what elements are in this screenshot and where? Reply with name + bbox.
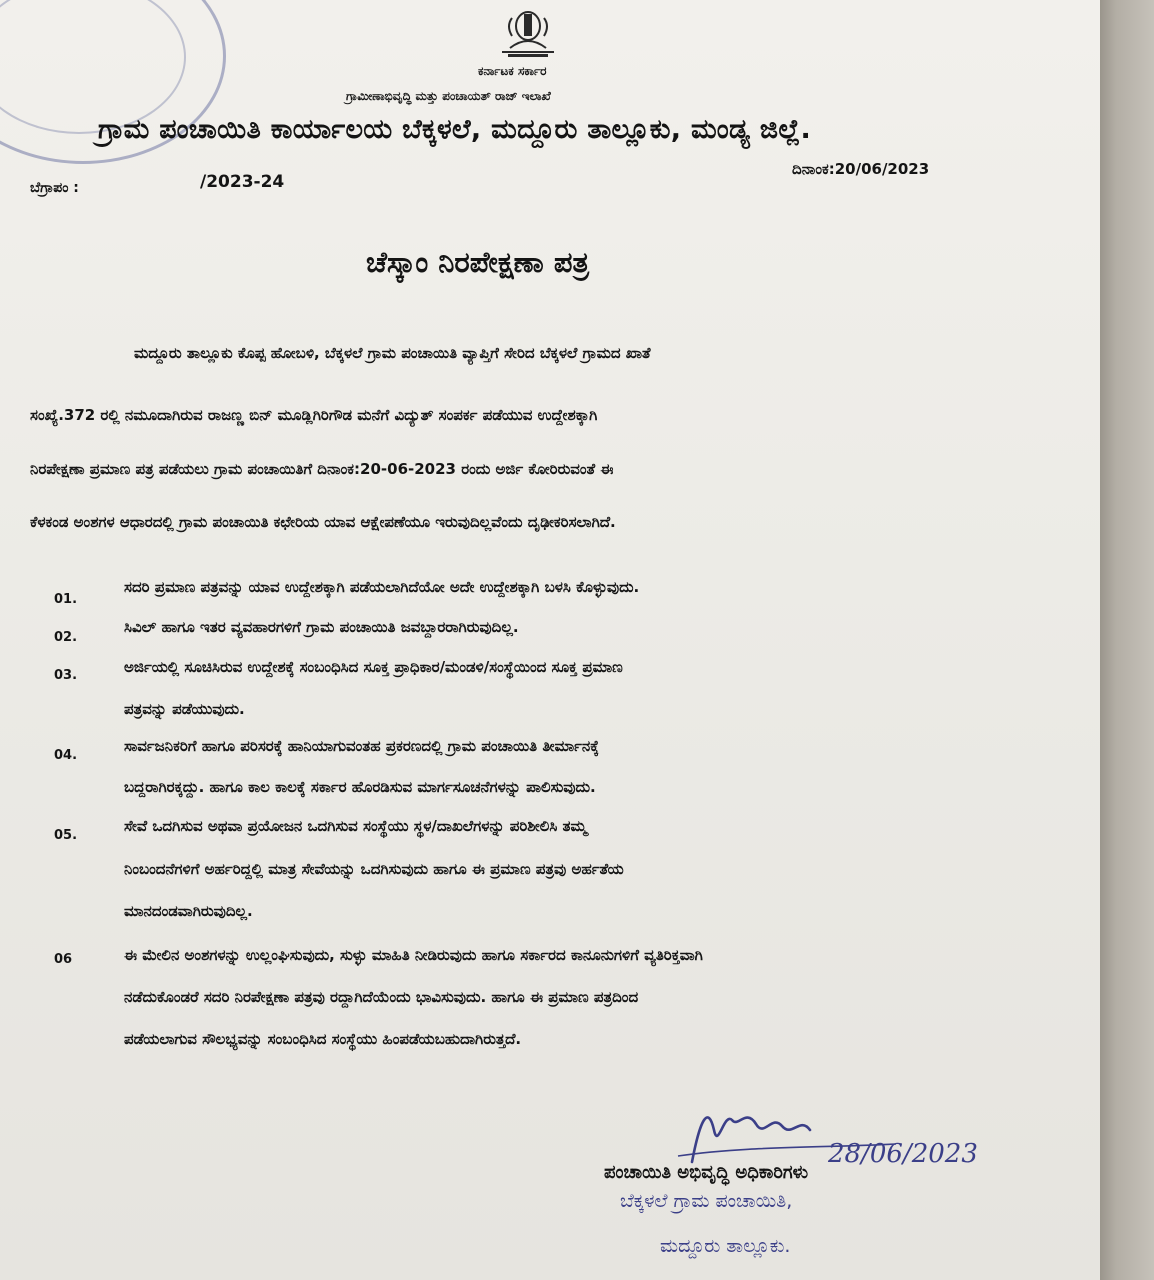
body-line: ಸಂಖ್ಯೆ.372 ರಲ್ಲಿ ನಮೂದಾಗಿರುವ ರಾಜಣ್ಣ ಬಿನ್ ಮೂಡ್ಲಿಗಿರಿಗೌಡ ಮನೆಗೆ ವಿದ್ಯುತ್ ಸಂಪರ್ಕ ಪಡೆಯುವ ಉದ್ದೇಶಕ್ಕಾಗಿ bbox=[30, 406, 598, 424]
condition-number: 04. bbox=[54, 748, 78, 763]
reference-number: /2023-24 bbox=[200, 172, 285, 192]
signatory-designation: ಪಂಚಾಯಿತಿ ಅಭಿವೃದ್ಧಿ ಅಧಿಕಾರಿಗಳು bbox=[604, 1162, 809, 1183]
office-stamp-line: ಮದ್ದೂರು ತಾಲ್ಲೂಕು. bbox=[660, 1235, 791, 1257]
condition-line: ಸೇವೆ ಒದಗಿಸುವ ಅಥವಾ ಪ್ರಯೋಜನ ಒದಗಿಸುವ ಸಂಸ್ಥೆಯು ಸ್ಥಳ/ದಾಖಲೆಗಳನ್ನು ಪರಿಶೀಲಿಸಿ ತಮ್ಮ bbox=[124, 817, 587, 835]
condition-number: 03. bbox=[54, 668, 78, 683]
condition-line: ಸದರಿ ಪ್ರಮಾಣ ಪತ್ರವನ್ನು ಯಾವ ಉದ್ದೇಶಕ್ಕಾಗಿ ಪಡೆಯಲಾಗಿದೆಯೋ ಅದೇ ಉದ್ದೇಶಕ್ಕಾಗಿ ಬಳಸಿ ಕೊಳ್ಳುವುದು. bbox=[124, 578, 640, 596]
document-title: ಚೆಸ್ಕಾಂ ನಿರಪೇಕ್ಷಣಾ ಪತ್ರ bbox=[366, 245, 590, 279]
condition-line: ಮಾನದಂಡವಾಗಿರುವುದಿಲ್ಲ. bbox=[124, 902, 253, 920]
condition-line: ಅರ್ಜಿಯಲ್ಲಿ ಸೂಚಿಸಿರುವ ಉದ್ದೇಶಕ್ಕೆ ಸಂಬಂಧಿಸಿದ ಸೂಕ್ತ ಪ್ರಾಧಿಕಾರ/ಮಂಡಳಿ/ಸಂಸ್ಥೆಯಿಂದ ಸೂಕ್ತ ಪ್ರಮಾಣ bbox=[124, 658, 623, 676]
condition-line: ನಡೆದುಕೊಂಡರೆ ಸದರಿ ನಿರಪೇಕ್ಷಣಾ ಪತ್ರವು ರದ್ದಾಗಿದೆಯೆಂದು ಭಾವಿಸುವುದು. ಹಾಗೂ ಈ ಪ್ರಮಾಣ ಪತ್ರದಿಂದ bbox=[124, 988, 639, 1006]
condition-line: ಬದ್ದರಾಗಿರಕ್ಕದ್ದು. ಹಾಗೂ ಕಾಲ ಕಾಲಕ್ಕೆ ಸರ್ಕಾರ ಹೊರಡಿಸುವ ಮಾರ್ಗಸೂಚನೆಗಳನ್ನು ಪಾಲಿಸುವುದು. bbox=[124, 778, 596, 796]
state-emblem-icon bbox=[488, 4, 568, 58]
body-line: ಕೆಳಕಂಡ ಅಂಶಗಳ ಆಧಾರದಲ್ಲಿ ಗ್ರಾಮ ಪಂಚಾಯಿತಿ ಕಛೇರಿಯ ಯಾವ ಆಕ್ಷೇಪಣೆಯೂ ಇರುವುದಿಲ್ಲವೆಂದು ದೃಢೀಕರಿಸಲಾಗಿದೆ. bbox=[30, 513, 616, 531]
department-name: ಗ್ರಾಮೀಣಾಭಿವೃದ್ಧಿ ಮತ್ತು ಪಂಚಾಯತ್ ರಾಜ್ ಇಲಾಖೆ bbox=[346, 89, 551, 103]
condition-line: ಪಡೆಯಲಾಗುವ ಸೌಲಭ್ಯವನ್ನು ಸಂಬಂಧಿಸಿದ ಸಂಸ್ಥೆಯು ಹಿಂಪಡೆಯಬಹುದಾಗಿರುತ್ತದೆ. bbox=[124, 1030, 522, 1048]
body-line: ನಿರಪೇಕ್ಷಣಾ ಪ್ರಮಾಣ ಪತ್ರ ಪಡೆಯಲು ಗ್ರಾಮ ಪಂಚಾಯಿತಿಗೆ ದಿನಾಂಕ:20-06-2023 ರಂದು ಅರ್ಜಿ ಕೋರಿರುವಂತೆ ಈ bbox=[30, 460, 614, 478]
condition-line: ಸಿವಿಲ್ ಹಾಗೂ ಇತರ ವ್ಯವಹಾರಗಳಿಗೆ ಗ್ರಾಮ ಪಂಚಾಯಿತಿ ಜವಬ್ದಾರರಾಗಿರುವುದಿಲ್ಲ. bbox=[124, 618, 519, 636]
office-heading: ಗ್ರಾಮ ಪಂಚಾಯಿತಿ ಕಾರ್ಯಾಲಯ ಬೆಕ್ಕಳಲೆ, ಮದ್ದೂರು ತಾಲ್ಲೂಕು, ಮಂಡ್ಯ ಜಿಲ್ಲೆ. bbox=[98, 114, 811, 145]
office-stamp-line: ಬೆಕ್ಕಳಲೆ ಗ್ರಾಮ ಪಂಚಾಯಿತಿ, bbox=[620, 1190, 793, 1212]
signature-date: 28/06/2023 bbox=[828, 1139, 978, 1169]
condition-line: ಪತ್ರವನ್ನು ಪಡೆಯುವುದು. bbox=[124, 700, 245, 718]
reference-label: ಬೆಗ್ರಾಪಂ : bbox=[30, 180, 79, 196]
condition-line: ಸಾರ್ವಜನಿಕರಿಗೆ ಹಾಗೂ ಪರಿಸರಕ್ಕೆ ಹಾನಿಯಾಗುವಂತಹ ಪ್ರಕರಣದಲ್ಲಿ ಗ್ರಾಮ ಪಂಚಾಯಿತಿ ತೀರ್ಮಾನಕ್ಕೆ bbox=[124, 737, 600, 755]
condition-number: 02. bbox=[54, 630, 78, 645]
condition-line: ಈ ಮೇಲಿನ ಅಂಶಗಳನ್ನು ಉಲ್ಲಂಘಿಸುವುದು, ಸುಳ್ಳು ಮಾಹಿತಿ ನೀಡಿರುವುದು ಹಾಗೂ ಸರ್ಕಾರದ ಕಾನೂನುಗಳಿಗೆ ವ್ಯತಿರಿಕ್ತವಾಗಿ bbox=[124, 946, 703, 964]
background-edge bbox=[1100, 0, 1154, 1280]
letter-date: ದಿನಾಂಕ:20/06/2023 bbox=[792, 160, 930, 178]
condition-number: 05. bbox=[54, 828, 78, 843]
condition-number: 01. bbox=[54, 592, 78, 607]
condition-number: 06 bbox=[54, 952, 73, 967]
condition-line: ನಿಂಬಂದನೆಗಳಿಗೆ ಅರ್ಹರಿದ್ದಲ್ಲಿ ಮಾತ್ರ ಸೇವೆಯನ್ನು ಒದಗಿಸುವುದು ಹಾಗೂ ಈ ಪ್ರಮಾಣ ಪತ್ರವು ಅರ್ಹತೆಯ bbox=[124, 860, 624, 878]
government-name: ಕರ್ನಾಟಕ ಸರ್ಕಾರ bbox=[478, 64, 547, 78]
body-line: ಮದ್ದೂರು ತಾಲ್ಲೂಕು ಕೊಪ್ಪ ಹೋಬಳಿ, ಬೆಕ್ಕಳಲೆ ಗ್ರಾಮ ಪಂಚಾಯಿತಿ ವ್ಯಾಪ್ತಿಗೆ ಸೇರಿದ ಬೆಕ್ಕಳಲೆ ಗ್ರಾಮದ ಖಾತೆ bbox=[134, 344, 651, 362]
